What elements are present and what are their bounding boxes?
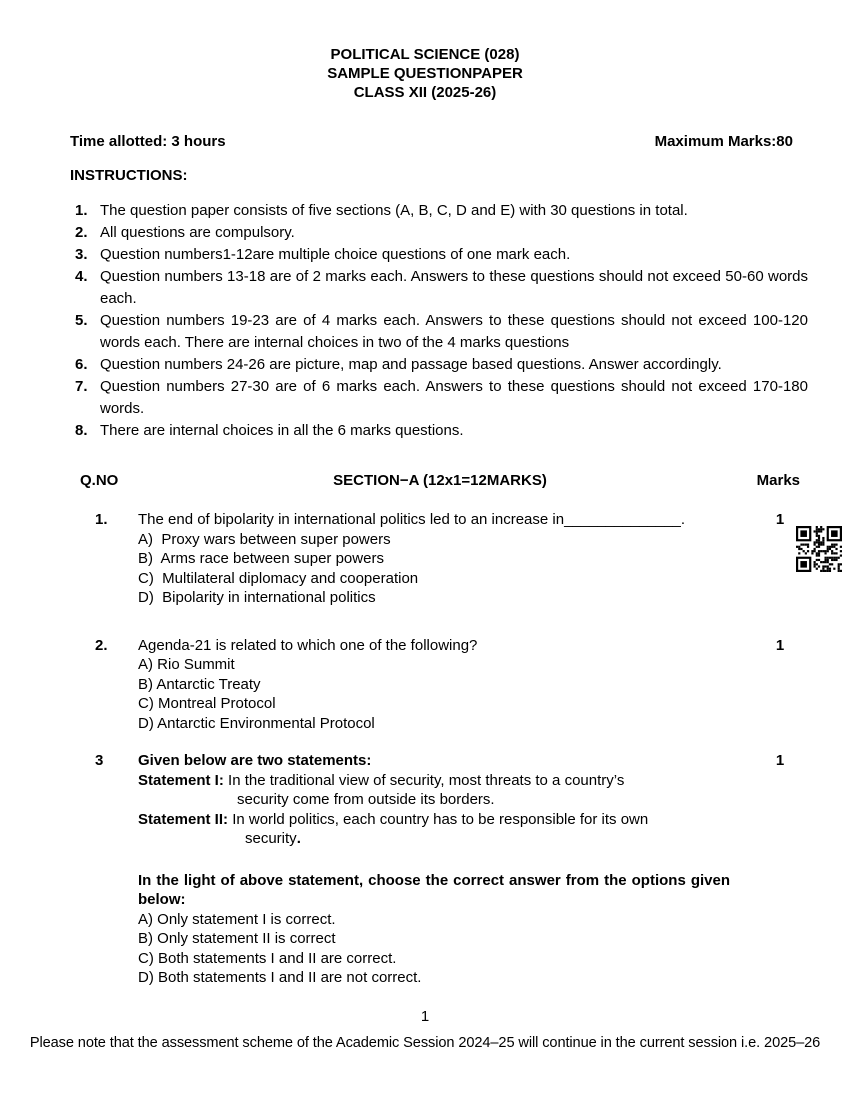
maximum-marks: Maximum Marks:80 — [654, 133, 793, 150]
instruction-number: 6. — [75, 356, 88, 373]
instruction-text: All questions are compulsory. — [100, 224, 295, 241]
question-1-option-a: A) Proxy wars between super powers — [138, 530, 391, 548]
marks-label: Marks — [756, 472, 800, 489]
statement-1-line1: In the traditional view of security, most threats to a country’s — [228, 771, 625, 789]
question-3-marks: 1 — [775, 752, 785, 769]
instruction-item — [75, 420, 808, 442]
question-3-option-d: D) Both statements I and II are not correct. — [138, 969, 422, 986]
statement-1-line2: security come from outside its borders. — [237, 791, 495, 808]
instruction-item — [75, 310, 808, 354]
question-2-marks: 1 — [775, 636, 785, 654]
question-3-option-c: C) Both statements I and II are correct. — [138, 949, 397, 967]
question-2-option-c: C) Montreal Protocol — [138, 695, 276, 712]
title-line-2: SAMPLE QUESTIONPAPER — [327, 65, 523, 82]
question-2-option-b: B) Antarctic Treaty — [138, 675, 261, 693]
statement-2 — [138, 810, 765, 849]
question-1-text: The end of bipolarity in international politics led to an increase in______________. — [138, 511, 686, 528]
title-block — [0, 45, 850, 102]
instruction-number: 7. — [75, 378, 88, 395]
instruction-text: Question numbers 19-23 are of 4 marks each. Answers to these questions should not exceed 100-120 words each. There are internal choices in two of the 4 marks questions — [100, 312, 808, 351]
title-line-1: POLITICAL SCIENCE (028) — [330, 46, 520, 63]
instruction-number: 1. — [75, 202, 88, 219]
question-3-heading: Given below are two statements: — [138, 752, 372, 769]
question-1-option-c: C) Multilateral diplomacy and cooperation — [138, 569, 419, 587]
section-header-row — [80, 472, 800, 491]
instruction-item — [75, 354, 808, 376]
statement-2-line2: security. — [245, 830, 301, 847]
instruction-item — [75, 266, 808, 310]
instruction-item — [75, 376, 808, 420]
instruction-text: Question numbers 13-18 are of 2 marks each. Answers to these questions should not exceed 50-60 words each. — [100, 268, 808, 307]
question-1-number: 1. — [95, 511, 108, 528]
question-2-number: 2. — [95, 636, 108, 654]
question-1-body — [138, 510, 765, 608]
instructions-heading: INSTRUCTIONS: — [70, 167, 188, 184]
section-title: SECTION−A (12x1=12MARKS) — [333, 472, 547, 489]
statement-2-label: Statement II: — [138, 810, 229, 828]
meta-row — [70, 133, 793, 150]
qno-label: Q.NO — [80, 472, 119, 489]
question-2-text: Agenda-21 is related to which one of the following? — [138, 636, 478, 654]
question-3 — [95, 751, 795, 988]
instruction-number: 3. — [75, 246, 88, 263]
instruction-text: There are internal choices in all the 6 marks questions. — [100, 422, 464, 439]
instruction-text: Question numbers 24-26 are picture, map and passage based questions. Answer accordingly. — [100, 356, 722, 373]
page-number: 1 — [420, 1008, 430, 1025]
instruction-text: The question paper consists of five sections (A, B, C, D and E) with 30 questions in total. — [100, 202, 688, 219]
instruction-item — [75, 244, 808, 266]
question-2 — [95, 636, 795, 734]
instruction-text: Question numbers 27-30 are of 6 marks each. Answers to these questions should not exceed 170-180 words. — [100, 378, 808, 417]
question-1-marks: 1 — [775, 511, 785, 528]
instruction-number: 2. — [75, 224, 88, 241]
question-3-option-a: A) Only statement I is correct. — [138, 910, 336, 928]
instructions-list — [75, 200, 808, 442]
statement-1 — [138, 771, 765, 810]
question-3-prompt: In the light of above statement, choose the correct answer from the options given below: — [138, 871, 730, 908]
title-line-3: CLASS XII (2025-26) — [353, 84, 497, 101]
instruction-number: 8. — [75, 422, 88, 439]
question-1 — [95, 510, 795, 608]
question-3-option-b: B) Only statement II is correct — [138, 930, 336, 947]
instruction-number: 5. — [75, 312, 88, 329]
question-2-body — [138, 636, 765, 734]
question-2-option-d: D) Antarctic Environmental Protocol — [138, 714, 375, 732]
qr-code — [796, 526, 842, 572]
time-allotted: Time allotted: 3 hours — [70, 133, 226, 150]
question-1-option-b: B) Arms race between super powers — [138, 550, 384, 567]
footer-note: Please note that the assessment scheme of the Academic Session 2024–25 will continue in the current session i.e. 2025–26 — [29, 1035, 821, 1051]
instruction-number: 4. — [75, 268, 88, 285]
question-2-option-a: A) Rio Summit — [138, 656, 235, 673]
instruction-item — [75, 222, 808, 244]
question-3-number: 3 — [95, 752, 104, 769]
statement-1-label: Statement I: — [138, 771, 224, 789]
statement-2-line1: In world politics, each country has to be responsible for its own — [232, 810, 649, 828]
question-1-option-d: D) Bipolarity in international politics — [138, 589, 376, 606]
instruction-text: Question numbers1-12are multiple choice questions of one mark each. — [100, 246, 571, 263]
instruction-item — [75, 200, 808, 222]
question-3-body — [138, 751, 765, 988]
